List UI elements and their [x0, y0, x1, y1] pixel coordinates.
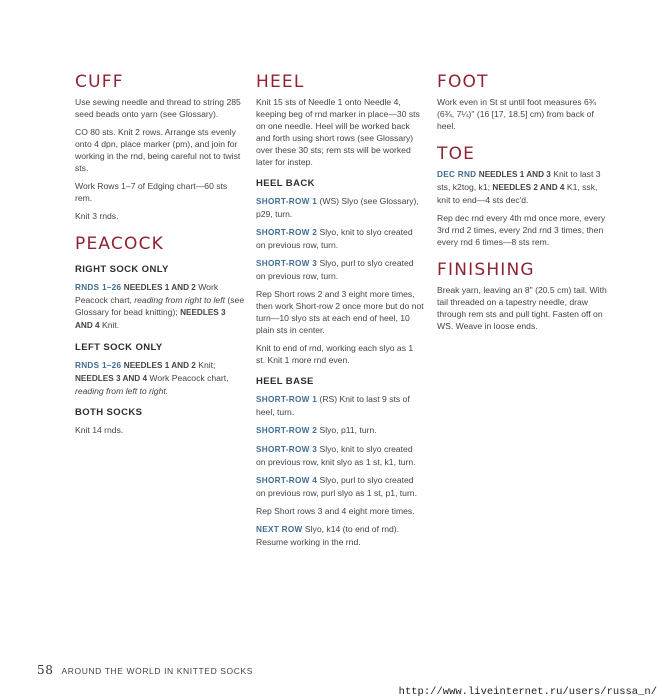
cuff-paragraph-3: Work Rows 1–7 of Edging chart—60 sts rem.: [75, 181, 228, 203]
short-row-1-label: SHORT-ROW 1: [256, 197, 318, 206]
base-short-row-2-text: Slyo, p11, turn.: [317, 425, 377, 435]
left-needles-3-4: NEEDLES 3 AND 4: [75, 374, 148, 383]
base-short-row-3-label: SHORT-ROW 3: [256, 445, 318, 454]
left-sock-heading: LEFT SOCK ONLY: [75, 342, 163, 353]
heel-base-repeat: Rep Short rows 3 and 4 eight more times.: [256, 506, 415, 516]
heel-base-short-row-1: [256, 393, 424, 418]
heel-base-short-row-3: [256, 443, 424, 468]
cuff-section: [75, 72, 245, 222]
cuff-heading: CUFF: [75, 72, 124, 92]
heel-back-repeat: Rep Short rows 2 and 3 eight more times, then work Short-row 2 once more but do not turn—10 slyo sts at each end of heel, 10 plain sts in center.: [256, 289, 424, 335]
base-short-row-4-text: Slyo, purl to slyo created on previous row, purl slyo as 1 st, p1, turn.: [256, 475, 417, 498]
dec-rnd-label: DEC RND: [437, 170, 477, 179]
next-row-label: NEXT ROW: [256, 525, 303, 534]
right-text-3: Knit.: [99, 320, 120, 330]
page-footer: [37, 663, 253, 677]
right-italic-direction: reading from right to left: [134, 295, 225, 305]
both-socks-heading: BOTH SOCKS: [75, 407, 143, 418]
toe-needles-2-4: NEEDLES 2 AND 4: [492, 183, 565, 192]
left-rnds-label: RNDS 1–26: [75, 361, 122, 370]
toe-repeat: Rep dec rnd every 4th rnd once more, every 3rd rnd 2 times, every 2nd rnd 3 times, then every rnd 6 times—8 sts rem.: [437, 213, 606, 247]
base-short-row-3-text: Slyo, knit to slyo created on previous row, knit slyo as 1 st, k1, turn.: [256, 444, 416, 467]
base-short-row-1-label: SHORT-ROW 1: [256, 395, 318, 404]
peacock-section: [75, 234, 245, 436]
left-text-2: Work Peacock chart,: [147, 373, 229, 383]
column-left: [75, 72, 245, 448]
finishing-section: [437, 260, 607, 332]
heel-back-knit: Knit to end of rnd, working each slyo as 1 st. Knit 1 more rnd even.: [256, 343, 414, 365]
peacock-heading: PEACOCK: [75, 234, 164, 254]
right-rnds-label: RNDS 1–26: [75, 283, 122, 292]
left-needles-1-2: NEEDLES 1 AND 2: [123, 361, 196, 370]
right-text-1: Work Peacock chart,: [75, 282, 219, 305]
heel-heading: HEEL: [256, 72, 305, 92]
foot-heading: FOOT: [437, 72, 489, 92]
toe-needles-1-3: NEEDLES 1 AND 3: [478, 170, 551, 179]
heel-base-short-row-2: [256, 424, 424, 437]
foot-section: [437, 72, 607, 132]
finishing-text: Break yarn, leaving an 8" (20.5 cm) tail. With tail threaded on a tapestry needle, draw through rem sts and pull tight. Fasten off on WS. Weave in loose ends.: [437, 285, 607, 331]
short-row-3-label: SHORT-ROW 3: [256, 259, 318, 268]
cuff-paragraph-4: Knit 3 rnds.: [75, 211, 119, 221]
right-sock-instructions: [75, 281, 245, 332]
heel-base-short-row-4: [256, 474, 424, 499]
left-italic-direction: reading from left to right.: [75, 386, 169, 396]
cuff-paragraph-2: CO 80 sts. Knit 2 rows. Arrange sts evenly onto 4 dpn, place marker (pm), and join for working in the rnd, being careful not to twist sts.: [75, 127, 241, 173]
next-row-text: Slyo, k14 (to end of rnd). Resume working in the rnd.: [256, 524, 400, 547]
right-needles-3-4: NEEDLES 3 AND 4: [75, 308, 226, 330]
toe-section: [437, 144, 607, 248]
heel-back-heading: HEEL BACK: [256, 178, 315, 189]
finishing-heading: FINISHING: [437, 260, 535, 280]
column-right: [437, 72, 607, 344]
both-socks-instructions: Knit 14 rnds.: [75, 425, 124, 435]
short-row-2-label: SHORT-ROW 2: [256, 228, 318, 237]
right-needles-1-2: NEEDLES 1 AND 2: [123, 283, 196, 292]
toe-dec-rnd: [437, 168, 607, 206]
base-short-row-2-label: SHORT-ROW 2: [256, 426, 318, 435]
foot-text: Work even in St st until foot measures 6¾ (6¾, 7¼)" (16 [17, 18.5] cm) from back of heel.: [437, 97, 596, 131]
heel-back-short-row-1: [256, 195, 424, 220]
page-number: 58: [37, 663, 54, 677]
short-row-1-text: (WS) Slyo (see Glossary), p29, turn.: [256, 196, 419, 219]
right-sock-heading: RIGHT SOCK ONLY: [75, 264, 169, 275]
left-text-1: Knit;: [195, 360, 216, 370]
toe-text-1: Knit to last 3 sts, k2tog, k1;: [437, 169, 601, 192]
watermark-url: http://www.liveinternet.ru/users/russa_n/: [398, 686, 657, 698]
heel-section: [256, 72, 424, 548]
base-short-row-4-label: SHORT-ROW 4: [256, 476, 318, 485]
base-short-row-1-text: (RS) Knit to last 9 sts of heel, turn.: [256, 394, 410, 417]
toe-text-2: K1, ssk, knit to end—4 sts dec'd.: [437, 182, 598, 205]
left-sock-instructions: [75, 359, 245, 397]
heel-intro: Knit 15 sts of Needle 1 onto Needle 4, keeping beg of rnd marker in place—30 sts on one needle. Heel will be worked back and forth using short rows (see Glossary) over these 30 sts; rem sts will be worked later for instep.: [256, 97, 420, 167]
short-row-3-text: Slyo, purl to slyo created on previous row, turn.: [256, 258, 414, 281]
book-title: AROUND THE WORLD IN KNITTED SOCKS: [61, 666, 254, 676]
heel-back-short-row-3: [256, 257, 424, 282]
toe-heading: TOE: [437, 144, 476, 164]
column-middle: [256, 72, 424, 560]
right-text-2: (see Glossary for bead knitting);: [75, 295, 245, 317]
heel-back-short-row-2: [256, 226, 424, 251]
heel-base-next-row: [256, 523, 424, 548]
short-row-2-text: Slyo, knit to slyo created on previous row, turn.: [256, 227, 413, 250]
heel-base-heading: HEEL BASE: [256, 376, 314, 387]
cuff-paragraph-1: Use sewing needle and thread to string 285 seed beads onto yarn (see Glossary).: [75, 97, 241, 119]
